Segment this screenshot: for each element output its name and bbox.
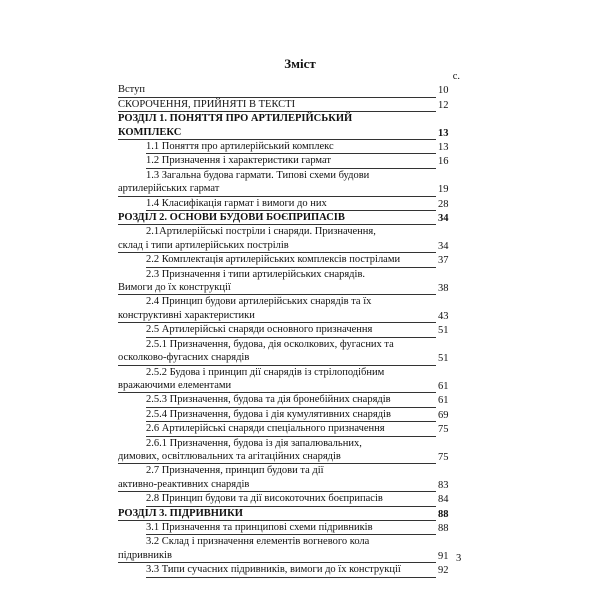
toc-entry-title: 2.5.4 Призначення, будова і дія кумулятивних снарядів — [146, 408, 436, 422]
toc-entry-page: 10 — [438, 85, 449, 97]
toc-entry[interactable] — [118, 507, 460, 521]
toc-entry[interactable] — [118, 492, 460, 506]
toc-entry-title-line: димових, освітлювальних та агітаційних снарядів — [118, 450, 436, 464]
toc-entry-page: 83 — [438, 479, 449, 491]
toc-entry-page: 88 — [438, 522, 449, 534]
page-title: Зміст — [284, 56, 316, 71]
toc-entry-title: 1.1 Поняття про артилерійський комплекс — [146, 140, 436, 154]
toc-entry-title-line: підривників — [118, 549, 436, 563]
toc-entry-title-line: 2.6.1 Призначення, будова із дія запалювальних, — [146, 437, 362, 449]
toc-entry-title: 1.4 Класифікація гармат і вимоги до них — [146, 197, 436, 211]
toc-entry-title: 2.5 Артилерійські снаряди основного призначення — [146, 323, 436, 337]
toc-entry-page: 16 — [438, 156, 449, 168]
toc-entry[interactable] — [118, 422, 460, 436]
toc-entry-title-line: вражаючими елементами — [118, 379, 436, 393]
toc-entry[interactable] — [118, 366, 460, 394]
toc-entry-page: 61 — [438, 380, 449, 392]
toc-entry-title-line: КОМПЛЕКС — [118, 126, 436, 140]
toc-entry-title-line: Вимоги до їх конструкції — [118, 281, 436, 295]
toc-entry[interactable] — [118, 535, 460, 563]
toc-entry-page: 19 — [438, 184, 449, 196]
toc-entry-page: 34 — [438, 240, 449, 252]
toc-entry[interactable] — [118, 268, 460, 296]
page-column-header: с. — [452, 71, 460, 82]
toc-entry[interactable] — [118, 521, 460, 535]
toc-entry-page: 38 — [438, 283, 449, 295]
toc-entry-page: 75 — [438, 424, 449, 436]
toc-entry-title-line: 1.3 Загальна будова гармати. Типові схеми будови — [146, 169, 370, 181]
toc-entry-page: 69 — [438, 409, 449, 421]
toc-entry-title: 3.1 Призначення та принципові схеми підривників — [146, 521, 436, 535]
toc-entry[interactable] — [118, 169, 460, 197]
toc-entry-title: 2.8 Принцип будови та дії високоточних боєприпасів — [146, 492, 436, 506]
toc-entry[interactable] — [118, 323, 460, 337]
toc-entry[interactable] — [118, 211, 460, 225]
toc-entry-title: 2.5.3 Призначення, будова та дія бронебійних снарядів — [146, 393, 436, 407]
toc-entry-title: 2.2 Комплектація артилерійських комплексів пострілами — [146, 253, 436, 267]
toc-entry-page: 51 — [438, 325, 449, 337]
toc-entry-title-line: конструктивні характеристики — [118, 309, 436, 323]
toc-entry-page: 13 — [438, 142, 449, 154]
toc-entry[interactable] — [118, 225, 460, 253]
toc-entry-page: 34 — [438, 213, 449, 225]
toc-entry[interactable] — [118, 437, 460, 465]
toc-entry-page: 43 — [438, 310, 449, 322]
toc-entry-title: 2.6 Артилерійські снаряди спеціального призначення — [146, 422, 436, 436]
toc-entry[interactable] — [118, 98, 460, 112]
toc-entry-title-line: 2.1Артилерійські постріли і снаряди. Призначення, — [146, 226, 376, 238]
toc-entry-title-line: 3.2 Склад і призначення елементів вогневого кола — [146, 536, 370, 548]
toc-entry[interactable] — [118, 464, 460, 492]
toc-entry[interactable] — [118, 154, 460, 168]
toc-entry-title-line: РОЗДІЛ 1. ПОНЯТТЯ ПРО АРТИЛЕРІЙСЬКИЙ — [118, 113, 353, 125]
toc-entry-page: 92 — [438, 565, 449, 577]
toc-entry-title: 3.3 Типи сучасних підривників, вимоги до їх конструкції — [146, 563, 436, 577]
toc-entry-page: 28 — [438, 198, 449, 210]
toc-entry[interactable] — [118, 83, 460, 97]
page-number: 3 — [456, 553, 462, 564]
toc-entry-title: Вступ — [118, 83, 436, 97]
toc-entry-page: 88 — [438, 508, 449, 520]
toc-entry[interactable] — [118, 197, 460, 211]
toc-entry[interactable] — [118, 295, 460, 323]
toc-entry-title-line: 2.5.1 Призначення, будова, дія осколкових, фугасних та — [146, 338, 394, 350]
toc-entry[interactable] — [118, 253, 460, 267]
toc-entry[interactable] — [118, 393, 460, 407]
toc-entry-title-line: 2.4 Принцип будови артилерійських снарядів та їх — [146, 296, 372, 308]
toc-entry-title-line: склад і типи артилерійських пострілів — [118, 239, 436, 253]
toc-entry-title: СКОРОЧЕННЯ, ПРИЙНЯТІ В ТЕКСТІ — [118, 98, 436, 112]
toc-entry[interactable] — [118, 112, 460, 140]
toc-entry-page: 13 — [438, 127, 449, 139]
toc-entry-title-line: 2.5.2 Будова і принцип дії снарядів із стрілоподібним — [146, 366, 385, 378]
toc-entry-title: РОЗДІЛ 3. ПІДРИВНИКИ — [118, 507, 436, 521]
toc-entry-title-line: 2.3 Призначення і типи артилерійських снарядів. — [146, 268, 366, 280]
toc-entry-page: 84 — [438, 494, 449, 506]
toc-entry[interactable] — [118, 140, 460, 154]
toc-entry[interactable] — [118, 338, 460, 366]
toc-entry[interactable] — [118, 408, 460, 422]
toc-entry-page: 61 — [438, 395, 449, 407]
toc-entry-page: 12 — [438, 99, 449, 111]
toc-entry[interactable] — [118, 563, 460, 577]
toc-entry-page: 91 — [438, 550, 449, 562]
toc-entry-title: РОЗДІЛ 2. ОСНОВИ БУДОВИ БОЄПРИПАСІВ — [118, 211, 436, 225]
toc-entry-title-line: активно-реактивних снарядів — [118, 478, 436, 492]
toc-entry-title-line: 2.7 Призначення, принцип будови та дії — [146, 465, 324, 477]
toc-entry-title: 1.2 Призначення і характеристики гармат — [146, 154, 436, 168]
toc-entry-page: 75 — [438, 451, 449, 463]
toc-entry-title-line: артилерійських гармат — [118, 182, 436, 196]
toc-entry-page: 37 — [438, 255, 449, 267]
toc-entry-page: 51 — [438, 353, 449, 365]
table-of-contents — [118, 70, 460, 578]
toc-entry-title-line: осколково-фугасних снарядів — [118, 351, 436, 365]
